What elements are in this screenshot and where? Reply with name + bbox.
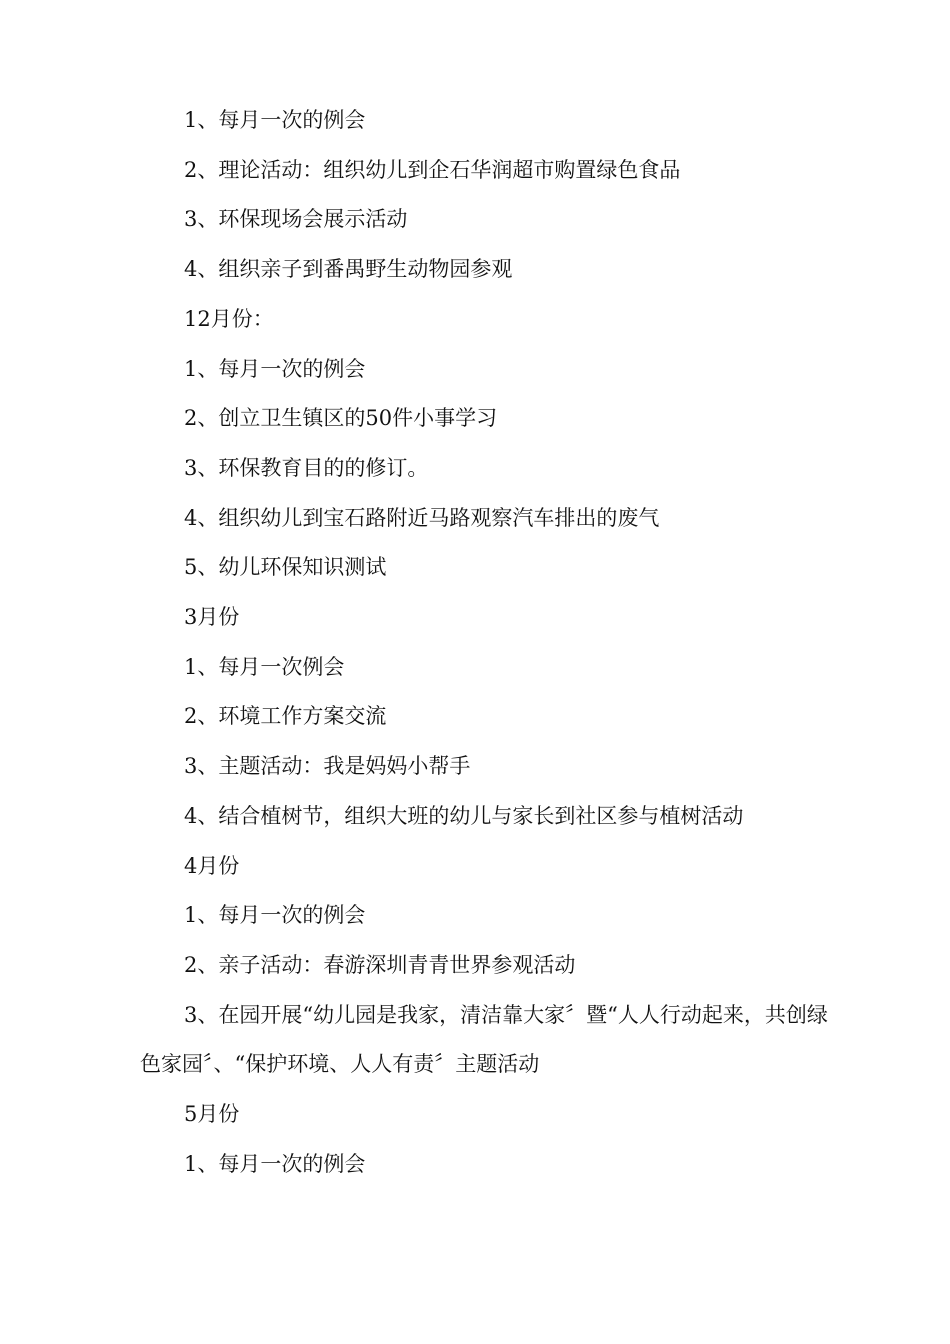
- paragraph: 1、每月一次的例会: [184, 356, 366, 381]
- month-heading: 5月份: [184, 1102, 240, 1127]
- paragraph: 2、理论活动：组织幼儿到企石华润超市购置绿色食品: [184, 157, 681, 182]
- paragraph: 2、创立卫生镇区的50件小事学习: [184, 406, 498, 431]
- paragraph: 2、环境工作方案交流: [184, 704, 387, 729]
- paragraph: 3、环保教育目的的修订。: [184, 455, 429, 480]
- month-heading: 12月份：: [184, 306, 274, 331]
- paragraph: 3、主题活动：我是妈妈小帮手: [184, 754, 471, 779]
- paragraph: 3、在园开展“幼儿园是我家，清洁靠大家〞暨“人人行动起来，共创绿色家园〞、“保护环境、人人有责〞主题活动: [140, 1002, 828, 1077]
- month-heading: 4月份: [184, 853, 240, 878]
- paragraph: 5、幼儿环保知识测试: [184, 555, 387, 580]
- paragraph: 4、组织幼儿到宝石路附近马路观察汽车排出的废气: [184, 505, 660, 530]
- paragraph: 1、每月一次例会: [184, 654, 345, 679]
- paragraph: 2、亲子活动：春游深圳青青世界参观活动: [184, 952, 576, 977]
- paragraph: 4、结合植树节，组织大班的幼儿与家长到社区参与植树活动: [184, 803, 744, 828]
- paragraph: 1、每月一次的例会: [184, 108, 366, 132]
- month-heading: 3月份: [184, 605, 240, 630]
- paragraph: 1、每月一次的例会: [184, 1151, 366, 1176]
- paragraph: 4、组织亲子到番禺野生动物园参观: [184, 257, 513, 282]
- paragraph: 3、环保现场会展示活动: [184, 207, 408, 232]
- paragraph: 1、每月一次的例会: [184, 903, 366, 928]
- document-body: [140, 96, 830, 1189]
